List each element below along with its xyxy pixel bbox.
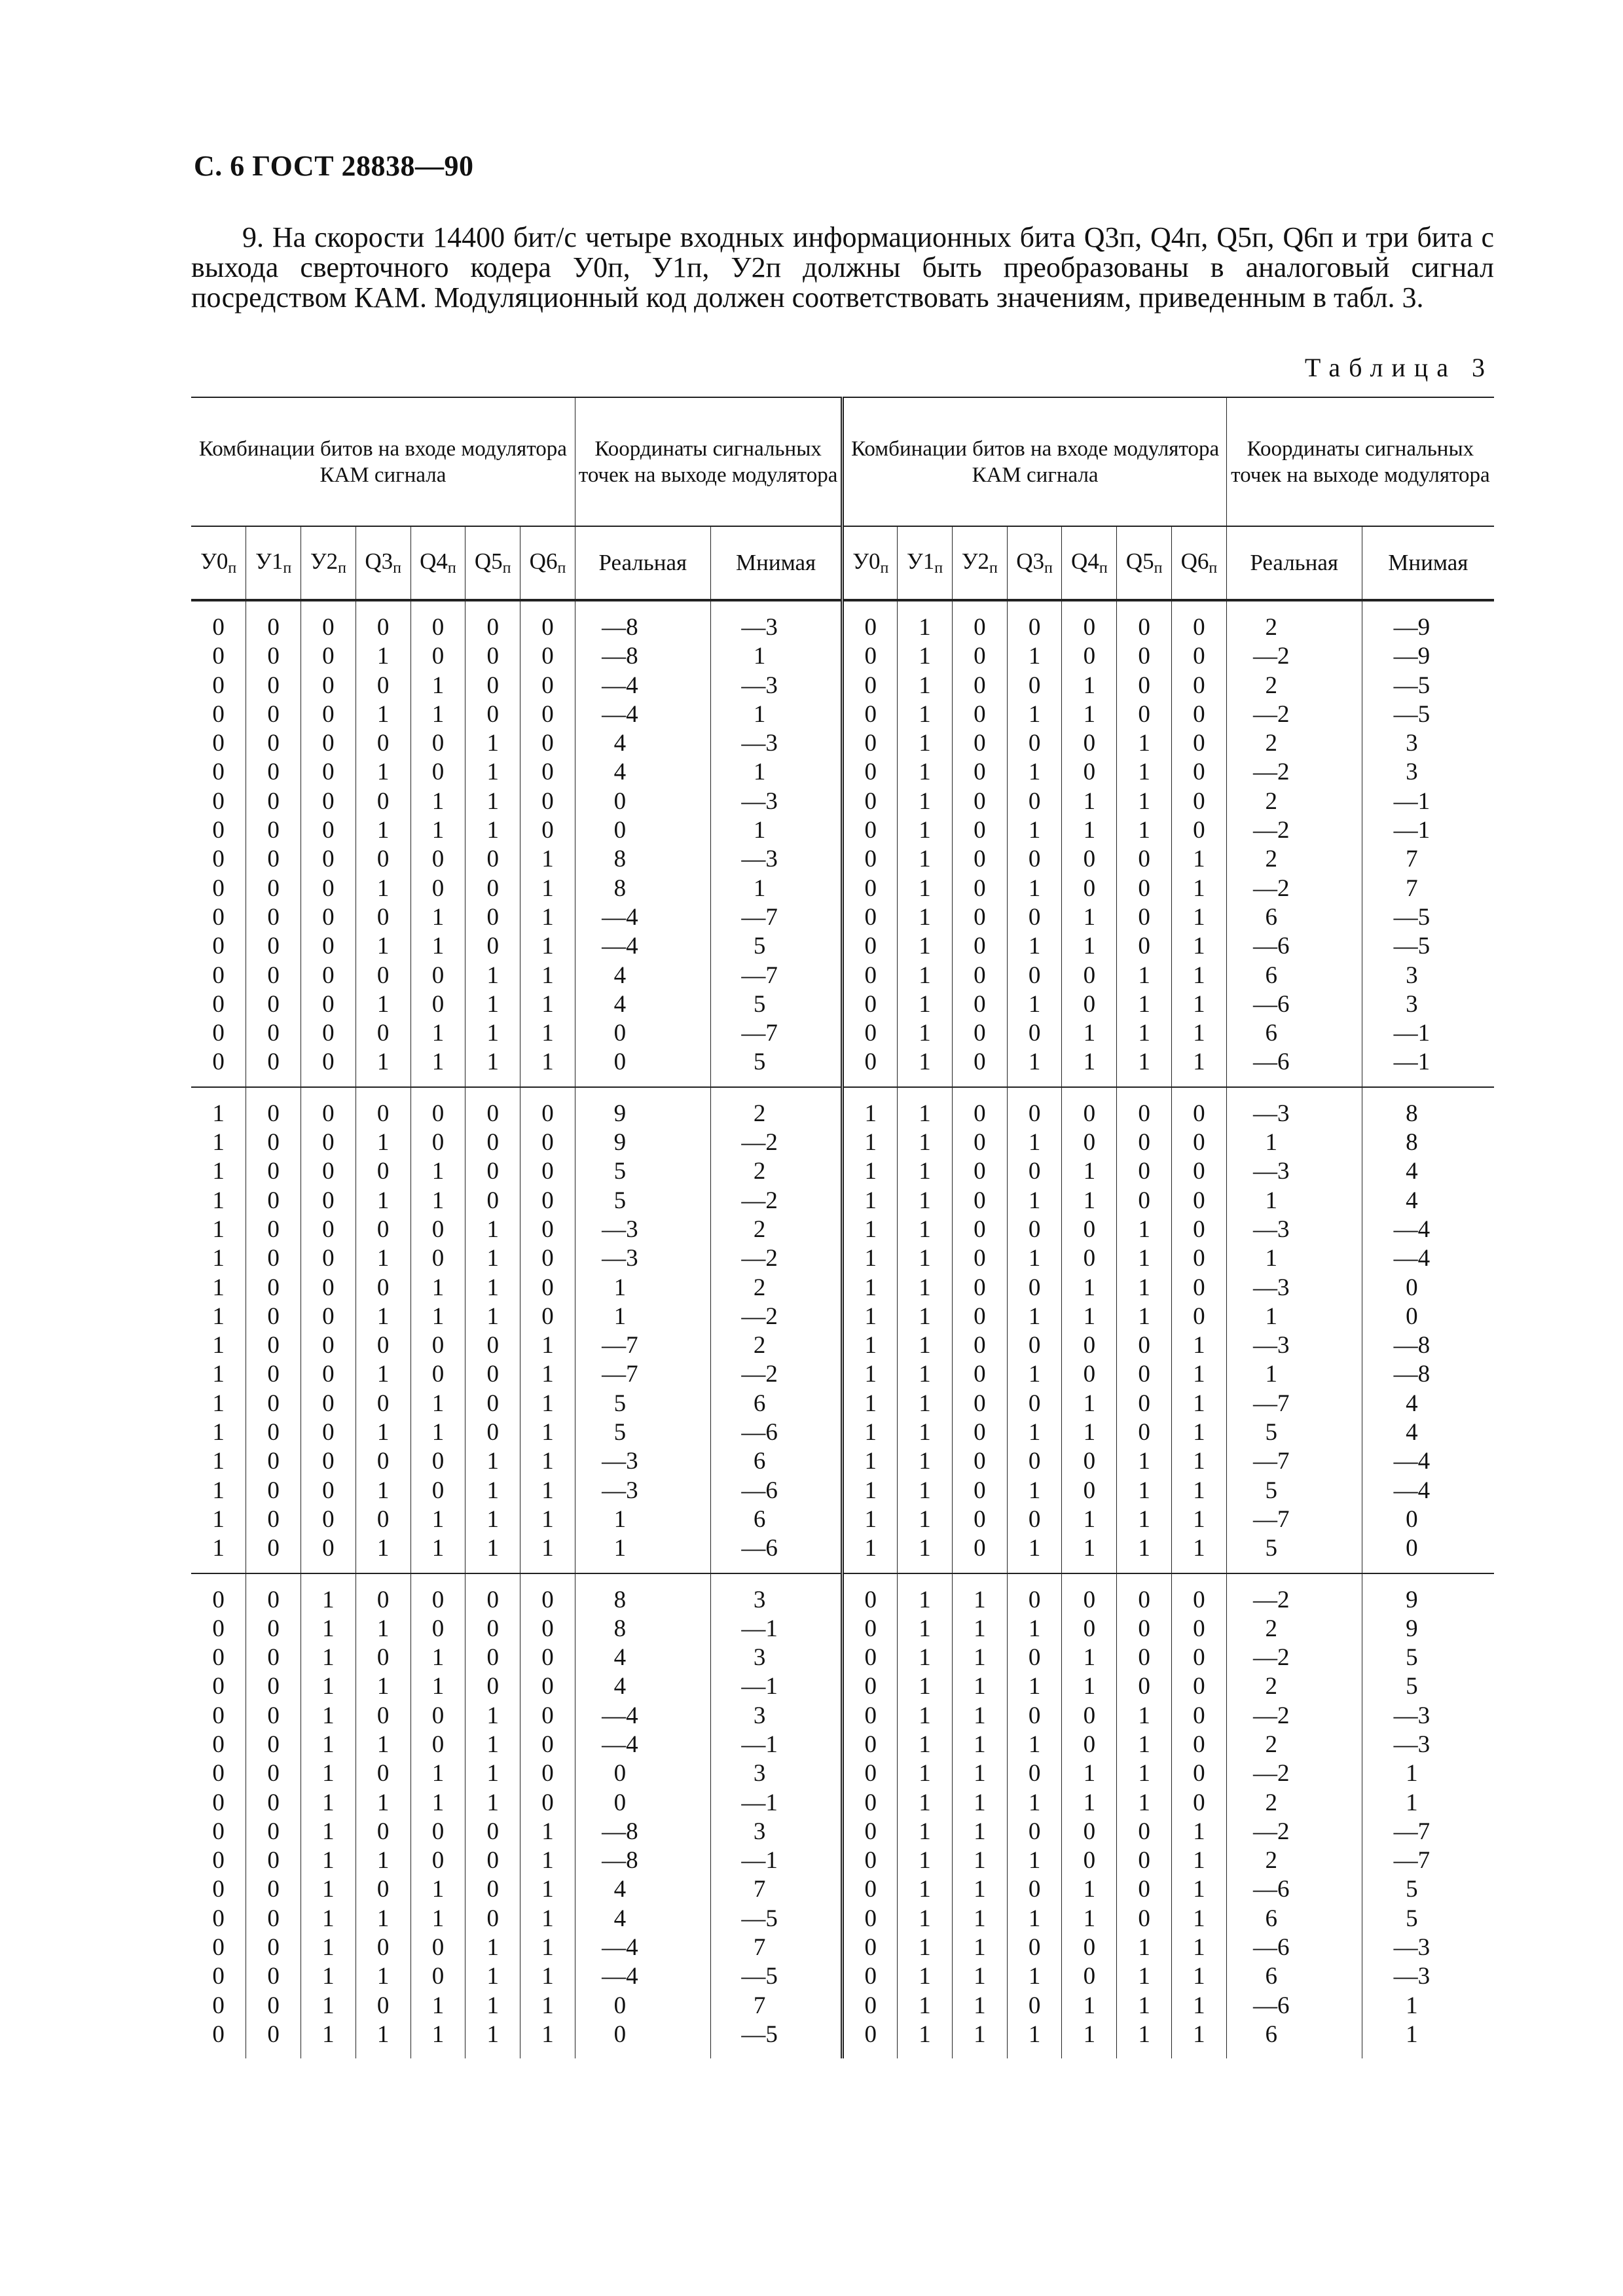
- y2-column-cells: 1 1 1 1 1 1 1 1 1 1 1 1 1 1 1 1: [952, 1573, 1007, 2059]
- col-header-q4-right: $Q4_п$: [1062, 526, 1117, 600]
- q6-column-cells: 0 0 0 0 0 0 0 0 1 1 1 1 1 1 1 1: [520, 600, 575, 1087]
- real-column-cells: 8 8 4 4 —4 —4 0 0 —8 —8 4 4 —4 —4 0 0: [575, 1573, 710, 2059]
- col-header-imag-left: Мнимая: [710, 526, 843, 600]
- y0-column-cells: 0 0 0 0 0 0 0 0 0 0 0 0 0 0 0 0: [843, 1573, 898, 2059]
- imag-column-cells: —3 1 —3 1 —3 1 —3 1 —3 1 —7 5 —7 5 —7 5: [710, 600, 843, 1087]
- y1-column-cells: 1 1 1 1 1 1 1 1 1 1 1 1 1 1 1 1: [898, 1573, 953, 2059]
- y1-column-cells: 0 0 0 0 0 0 0 0 0 0 0 0 0 0 0 0: [246, 1573, 301, 2059]
- real-column-cells: —3 1 —3 1 —3 1 —3 1 —3 1 —7 5 —7 5 —7 5: [1226, 1087, 1362, 1573]
- y1-column-cells: 0 0 0 0 0 0 0 0 0 0 0 0 0 0 0 0: [246, 1087, 301, 1573]
- col-header-real-left: Реальная: [575, 526, 710, 600]
- q3-column-cells: 0 1 0 1 0 1 0 1 0 1 0 1 0 1 0 1: [356, 1573, 410, 2059]
- q6-column-cells: 0 0 0 0 0 0 0 0 1 1 1 1 1 1 1 1: [1172, 600, 1227, 1087]
- group-header-bits-right: Комбинации битов на входе модулятора КАМ сигнала: [843, 397, 1226, 526]
- q5-column-cells: 0 0 0 0 1 1 1 1 0 0 0 0 1 1 1 1: [1117, 1573, 1172, 2059]
- y2-column-cells: 1 1 1 1 1 1 1 1 1 1 1 1 1 1 1 1: [301, 1573, 356, 2059]
- real-column-cells: 9 9 5 5 —3 —3 1 1 —7 —7 5 5 —3 —3 1 1: [575, 1087, 710, 1573]
- y0-column-cells: 0 0 0 0 0 0 0 0 0 0 0 0 0 0 0 0: [843, 600, 898, 1087]
- q6-column-cells: 0 0 0 0 0 0 0 0 1 1 1 1 1 1 1 1: [1172, 1087, 1227, 1573]
- q3-column-cells: 0 1 0 1 0 1 0 1 0 1 0 1 0 1 0 1: [356, 600, 410, 1087]
- table-column-header-row: [191, 526, 1494, 600]
- imag-column-cells: 2 —2 2 —2 2 —2 2 —2 2 —2 6 —6 6 —6 6 —6: [710, 1087, 843, 1573]
- modulation-table: [191, 397, 1494, 2058]
- y0-column-cells: 1 1 1 1 1 1 1 1 1 1 1 1 1 1 1 1: [843, 1087, 898, 1573]
- col-header-y0-right: $У0_п$: [843, 526, 898, 600]
- q5-column-cells: 0 0 0 0 1 1 1 1 0 0 0 0 1 1 1 1: [465, 1573, 520, 2059]
- q4-column-cells: 0 0 1 1 0 0 1 1 0 0 1 1 0 0 1 1: [410, 600, 465, 1087]
- q4-column-cells: 0 0 1 1 0 0 1 1 0 0 1 1 0 0 1 1: [410, 1573, 465, 2059]
- real-column-cells: 2 —2 2 —2 2 —2 2 —2 2 —2 6 —6 6 —6 6 —6: [1226, 600, 1362, 1087]
- y1-column-cells: 1 1 1 1 1 1 1 1 1 1 1 1 1 1 1 1: [898, 1087, 953, 1573]
- q3-column-cells: 0 1 0 1 0 1 0 1 0 1 0 1 0 1 0 1: [1007, 600, 1062, 1087]
- imag-column-cells: 8 8 4 4 —4 —4 0 0 —8 —8 4 4 —4 —4 0 0: [1362, 1087, 1494, 1573]
- table-block-2: [191, 1087, 1494, 1573]
- table-group-header-row: [191, 397, 1494, 526]
- group-header-bits-left: Комбинации битов на входе модулятора КАМ сигнала: [191, 397, 575, 526]
- group-header-coords-right: Координаты сигнальных точек на выходе модулятора: [1226, 397, 1494, 526]
- y2-column-cells: 0 0 0 0 0 0 0 0 0 0 0 0 0 0 0 0: [952, 1087, 1007, 1573]
- col-header-q5-right: $Q5_п$: [1117, 526, 1172, 600]
- imag-column-cells: 3 —1 3 —1 3 —1 3 —1 3 —1 7 —5 7 —5 7 —5: [710, 1573, 843, 2059]
- col-header-y0-left: $У0_п$: [191, 526, 246, 600]
- table-block-row: [191, 1573, 1494, 2059]
- imag-column-cells: —9 —9 —5 —5 3 3 —1 —1 7 7 —5 —5 3 3 —1 —1: [1362, 600, 1494, 1087]
- col-header-q6-left: $Q6_п$: [520, 526, 575, 600]
- col-header-q4-left: $Q4_п$: [410, 526, 465, 600]
- real-column-cells: —2 2 —2 2 —2 2 —2 2 —2 2 —6 6 —6 6 —6 6: [1226, 1573, 1362, 2059]
- q4-column-cells: 0 0 1 1 0 0 1 1 0 0 1 1 0 0 1 1: [410, 1087, 465, 1573]
- q6-column-cells: 0 0 0 0 0 0 0 0 1 1 1 1 1 1 1 1: [520, 1087, 575, 1573]
- col-header-q3-left: $Q3_п$: [356, 526, 410, 600]
- y2-column-cells: 0 0 0 0 0 0 0 0 0 0 0 0 0 0 0 0: [301, 1087, 356, 1573]
- y1-column-cells: 1 1 1 1 1 1 1 1 1 1 1 1 1 1 1 1: [898, 600, 953, 1087]
- real-column-cells: —8 —8 —4 —4 4 4 0 0 8 8 —4 —4 4 4 0 0: [575, 600, 710, 1087]
- y1-column-cells: 0 0 0 0 0 0 0 0 0 0 0 0 0 0 0 0: [246, 600, 301, 1087]
- q3-column-cells: 0 1 0 1 0 1 0 1 0 1 0 1 0 1 0 1: [1007, 1573, 1062, 2059]
- col-header-real-right: Реальная: [1226, 526, 1362, 600]
- y0-column-cells: 0 0 0 0 0 0 0 0 0 0 0 0 0 0 0 0: [191, 1573, 246, 2059]
- y0-column-cells: 1 1 1 1 1 1 1 1 1 1 1 1 1 1 1 1: [191, 1087, 246, 1573]
- q5-column-cells: 0 0 0 0 1 1 1 1 0 0 0 0 1 1 1 1: [1117, 600, 1172, 1087]
- table-block-3: [191, 1573, 1494, 2059]
- q5-column-cells: 0 0 0 0 1 1 1 1 0 0 0 0 1 1 1 1: [465, 600, 520, 1087]
- q6-column-cells: 0 0 0 0 0 0 0 0 1 1 1 1 1 1 1 1: [520, 1573, 575, 2059]
- col-header-y1-right: $У1_п$: [898, 526, 953, 600]
- col-header-q3-right: $Q3_п$: [1007, 526, 1062, 600]
- y0-column-cells: 0 0 0 0 0 0 0 0 0 0 0 0 0 0 0 0: [212, 614, 225, 1076]
- q4-column-cells: 0 0 1 1 0 0 1 1 0 0 1 1 0 0 1 1: [1062, 1573, 1117, 2059]
- q4-column-cells: 0 0 1 1 0 0 1 1 0 0 1 1 0 0 1 1: [1062, 1087, 1117, 1573]
- table-block-1: [191, 600, 1494, 1087]
- table-caption: Таблица 3: [1304, 353, 1493, 382]
- group-header-coords-left: Координаты сигнальных точек на выходе модулятора: [575, 397, 843, 526]
- q5-column-cells: 0 0 0 0 1 1 1 1 0 0 0 0 1 1 1 1: [465, 1087, 520, 1573]
- col-header-y1-left: $У1_п$: [246, 526, 301, 600]
- table-block-row: [191, 600, 1494, 1087]
- imag-column-cells: 9 9 5 5 —3 —3 1 1 —7 —7 5 5 —3 —3 1 1: [1362, 1573, 1494, 2059]
- q5-column-cells: 0 0 0 0 1 1 1 1 0 0 0 0 1 1 1 1: [1117, 1087, 1172, 1573]
- q4-column-cells: 0 0 1 1 0 0 1 1 0 0 1 1 0 0 1 1: [1062, 600, 1117, 1087]
- q3-column-cells: 0 1 0 1 0 1 0 1 0 1 0 1 0 1 0 1: [356, 1087, 410, 1573]
- y2-column-cells: 0 0 0 0 0 0 0 0 0 0 0 0 0 0 0 0: [952, 600, 1007, 1087]
- col-header-q6-right: $Q6_п$: [1172, 526, 1227, 600]
- q3-column-cells: 0 1 0 1 0 1 0 1 0 1 0 1 0 1 0 1: [1007, 1087, 1062, 1573]
- section-paragraph: [191, 223, 1494, 313]
- col-header-q5-left: $Q5_п$: [465, 526, 520, 600]
- page-header: С. 6 ГОСТ 28838—90: [194, 150, 474, 182]
- col-header-y2-left: $У2_п$: [301, 526, 356, 600]
- col-header-imag-right: Мнимая: [1362, 526, 1494, 600]
- col-header-y2-right: $У2_п$: [952, 526, 1007, 600]
- paragraph-text: 9. На скорости 14400 бит/с четыре входных информационных бита Q3п, Q4п, Q5п, Q6п и три бита с выхода сверточного кодера У0п, У1п, У2п должны быть преобразованы в аналоговый сигнал посредством КАМ. Модуляционный код должен соответствовать значениям, приведенным в табл. 3.: [191, 221, 1494, 314]
- q6-column-cells: 0 0 0 0 0 0 0 0 1 1 1 1 1 1 1 1: [1172, 1573, 1227, 2059]
- y2-column-cells: 0 0 0 0 0 0 0 0 0 0 0 0 0 0 0 0: [301, 600, 356, 1087]
- table-block-row: [191, 1087, 1494, 1573]
